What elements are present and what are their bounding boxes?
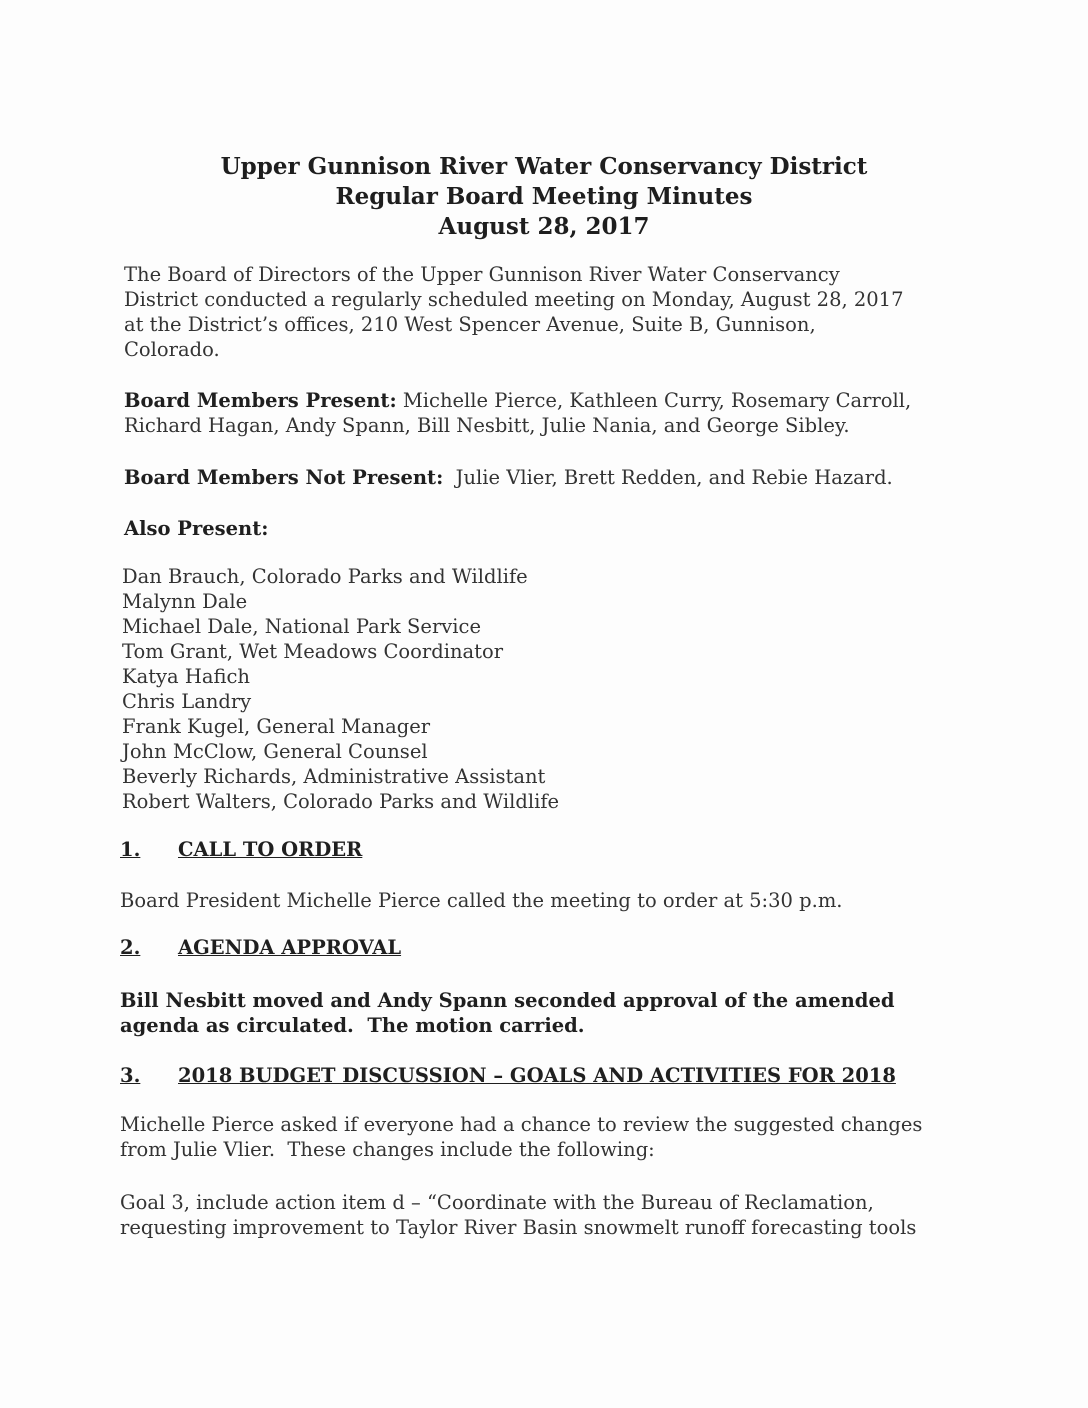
intro-paragraph	[124, 262, 974, 362]
attendee-list	[122, 564, 972, 814]
section-title: 2018 BUDGET DISCUSSION – GOALS AND ACTIVITIES FOR 2018	[178, 1064, 896, 1087]
section-heading-budget-discussion	[120, 1064, 970, 1087]
attendee: Michael Dale, National Park Service	[122, 615, 481, 638]
attendee: Katya Hafich	[122, 665, 250, 688]
attendee: Frank Kugel, General Manager	[122, 715, 431, 738]
section-title: AGENDA APPROVAL	[178, 936, 402, 959]
section-heading-agenda-approval	[120, 936, 970, 959]
attendee: Tom Grant, Wet Meadows Coordinator	[122, 640, 504, 663]
intro-line: at the District’s offices, 210 West Spencer Avenue, Suite B, Gunnison,	[124, 313, 816, 336]
goal-3-text	[120, 1190, 970, 1240]
not-present-line	[124, 465, 974, 490]
attendee: Chris Landry	[122, 690, 252, 713]
present-line	[124, 388, 974, 413]
goal-line: requesting improvement to Taylor River Basin snowmelt runoff forecasting tools	[120, 1216, 917, 1239]
attendee: Dan Brauch, Colorado Parks and Wildlife	[122, 565, 528, 588]
goal-line: Goal 3, include action item d – “Coordinate with the Bureau of Reclamation,	[120, 1191, 874, 1214]
present-label: Board Members Present:	[124, 389, 397, 412]
attendee: Malynn Dale	[122, 590, 248, 613]
board-members-present	[124, 388, 974, 438]
meeting-date: August 28, 2017	[438, 213, 650, 240]
not-present-label: Board Members Not Present:	[124, 466, 444, 489]
section-number: 1.	[120, 838, 141, 861]
call-to-order-text: Board President Michelle Pierce called the meeting to order at 5:30 p.m.	[120, 889, 843, 912]
section-number: 3.	[120, 1064, 141, 1087]
organization-title: Upper Gunnison River Water Conservancy District	[220, 153, 868, 180]
intro-line: Colorado.	[124, 338, 220, 361]
attendee: Beverly Richards, Administrative Assistant	[122, 765, 546, 788]
agenda-motion	[120, 988, 970, 1038]
discussion-line: from Julie Vlier. These changes include the following:	[120, 1138, 655, 1161]
present-names: Michelle Pierce, Kathleen Curry, Rosemary Carroll,	[396, 389, 912, 412]
intro-line: The Board of Directors of the Upper Gunnison River Water Conservancy	[124, 263, 840, 286]
board-members-not-present	[124, 465, 974, 490]
budget-discussion-text	[120, 1112, 970, 1162]
section-heading-call-to-order	[120, 838, 970, 861]
document-header	[0, 152, 1088, 242]
discussion-line: Michelle Pierce asked if everyone had a chance to review the suggested changes	[120, 1113, 923, 1136]
motion-line: Bill Nesbitt moved and Andy Spann seconded approval of the amended	[120, 989, 895, 1012]
motion-line: agenda as circulated. The motion carried.	[120, 1014, 585, 1037]
present-line: Richard Hagan, Andy Spann, Bill Nesbitt, Julie Nania, and George Sibley.	[124, 414, 850, 437]
section-number: 2.	[120, 936, 141, 959]
not-present-names: Julie Vlier, Brett Redden, and Rebie Hazard.	[443, 466, 893, 489]
attendee: John McClow, General Counsel	[122, 740, 428, 763]
meeting-title: Regular Board Meeting Minutes	[335, 183, 753, 210]
section-title: CALL TO ORDER	[178, 838, 363, 861]
attendee: Robert Walters, Colorado Parks and Wildlife	[122, 790, 560, 813]
intro-line: District conducted a regularly scheduled meeting on Monday, August 28, 2017	[124, 288, 904, 311]
also-present-heading: Also Present:	[124, 517, 269, 540]
